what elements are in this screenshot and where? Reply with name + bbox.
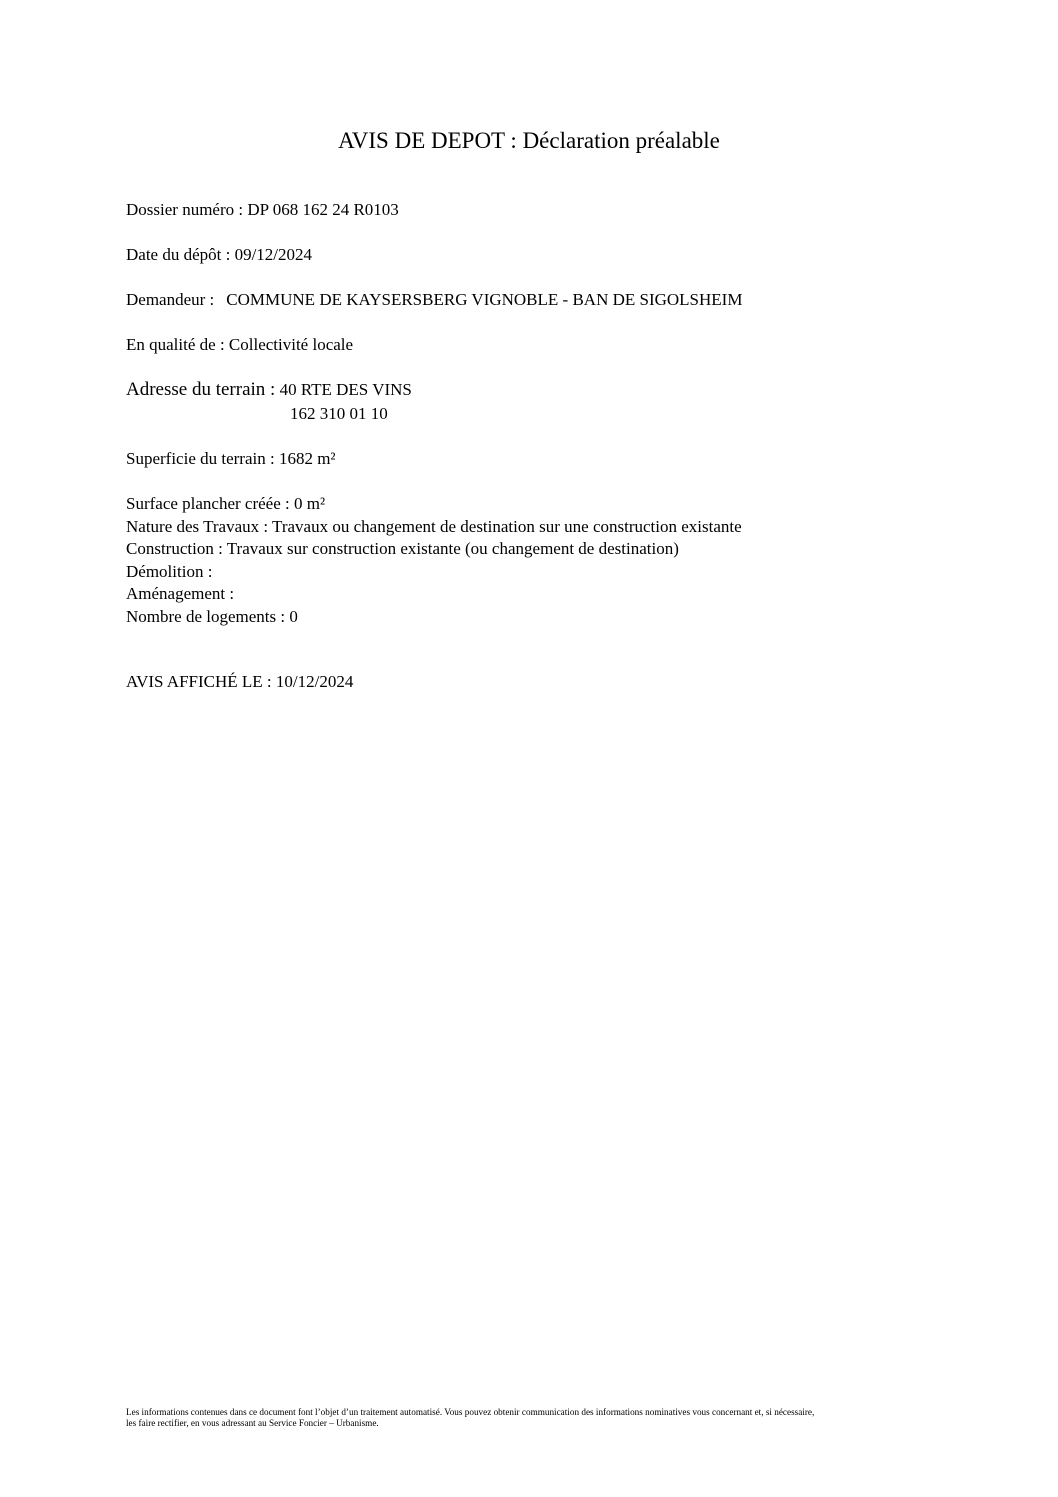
development: Aménagement : [126, 584, 235, 603]
floor-area-created: Surface plancher créée : 0 m² [126, 494, 326, 513]
works-nature: Nature des Travaux : Travaux ou changement de destination sur une construction existante [126, 517, 742, 536]
applicant-capacity: En qualité de : Collectivité locale [126, 335, 354, 354]
document-title: AVIS DE DEPOT : Déclaration préalable [338, 128, 720, 153]
land-address-row [126, 379, 412, 401]
deposit-date: Date du dépôt : 09/12/2024 [126, 245, 313, 264]
dossier-number: Dossier numéro : DP 068 162 24 R0103 [126, 200, 399, 219]
notice-posted-date: AVIS AFFICHÉ LE : 10/12/2024 [126, 672, 354, 691]
housing-count: Nombre de logements : 0 [126, 607, 298, 626]
applicant-label: Demandeur : [126, 290, 215, 309]
applicant-row [126, 289, 742, 311]
parcel-reference: 162 310 01 10 [290, 404, 388, 423]
footer-line-1: Les informations contenues dans ce document font l’objet d’un traitement automatisé. Vous pouvez obtenir communication des informations nominatives vous concernant et, si nécessaire, [126, 1407, 815, 1417]
footer-notice [126, 1407, 936, 1429]
applicant-value: COMMUNE DE KAYSERSBERG VIGNOBLE - BAN DE SIGOLSHEIM [226, 290, 743, 309]
demolition: Démolition : [126, 562, 213, 581]
land-address-value: 40 RTE DES VINS [279, 380, 412, 399]
footer-line-2: les faire rectifier, en vous adressant au Service Foncier – Urbanisme. [126, 1418, 379, 1428]
land-address-label: Adresse du terrain : [126, 379, 276, 400]
construction-type: Construction : Travaux sur construction existante (ou changement de destination) [126, 539, 679, 558]
land-area: Superficie du terrain : 1682 m² [126, 449, 336, 468]
